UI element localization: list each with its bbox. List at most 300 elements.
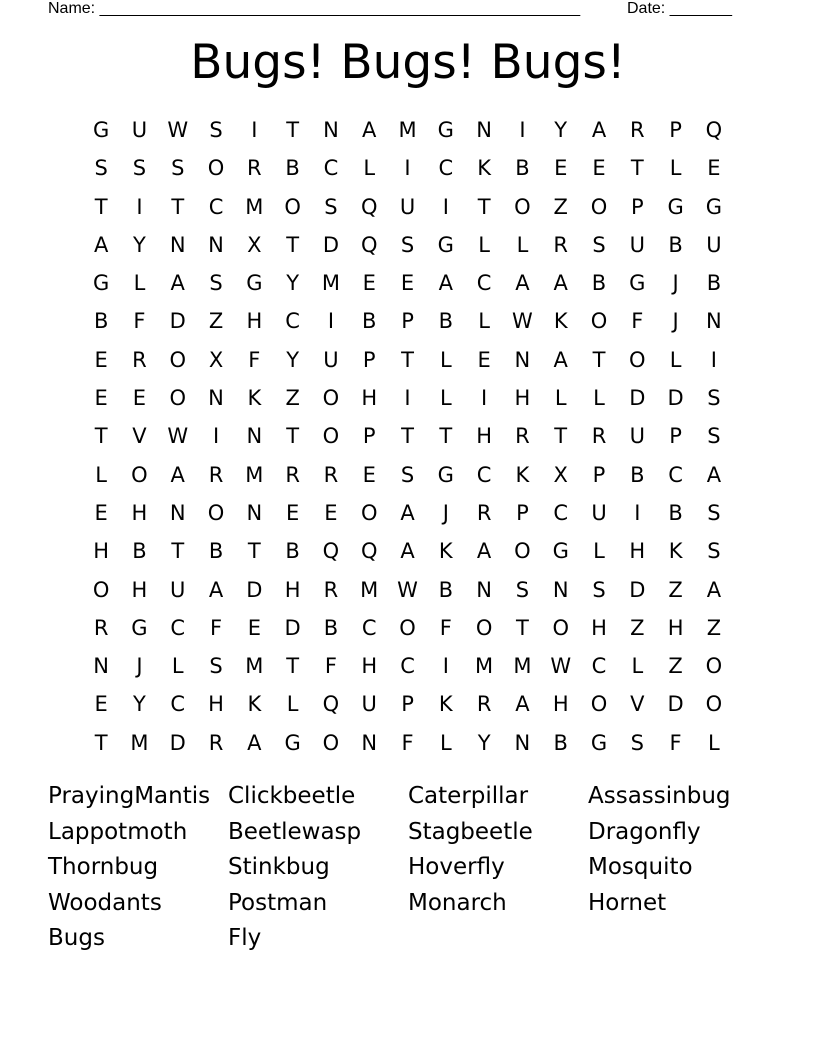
grid-letter: X (208, 347, 224, 372)
grid-letter: T (286, 424, 300, 449)
grid-letter: F (669, 730, 682, 755)
grid-letter: C (208, 194, 224, 219)
grid-letter: P (401, 692, 414, 717)
grid-letter: Q (360, 232, 378, 257)
grid-letter: A (400, 500, 415, 525)
grid-letter: P (362, 347, 376, 372)
grid-letter: P (401, 309, 414, 334)
grid-letter: L (708, 730, 720, 755)
grid-letter: L (439, 386, 452, 411)
grid-letter: C (553, 500, 569, 525)
word-list-item: Hornet (588, 889, 667, 916)
grid-letter: R (476, 692, 492, 717)
grid-letter: O (322, 424, 340, 449)
grid-letter: E (132, 386, 147, 411)
grid-letter: K (438, 692, 453, 717)
grid-letter: E (324, 500, 338, 525)
grid-letter: S (209, 118, 223, 142)
grid-letter: L (593, 386, 605, 411)
grid-letter: I (327, 309, 335, 334)
grid-letter: S (592, 232, 606, 257)
grid-letter: P (516, 500, 529, 525)
grid-letter: P (630, 194, 644, 219)
grid-letter: M (321, 271, 340, 296)
grid-letter: T (286, 118, 300, 142)
grid-letter: S (707, 386, 721, 411)
grid-letter: P (362, 424, 376, 449)
grid-letter: T (592, 347, 606, 372)
grid-letter: G (284, 730, 301, 755)
grid-letter: C (285, 309, 300, 334)
grid-letter: A (476, 539, 492, 564)
grid-letter: G (131, 615, 148, 640)
grid-letter: L (439, 347, 452, 372)
grid-letter: A (515, 692, 530, 717)
grid-letter: O (169, 347, 186, 372)
grid-letter: Q (705, 118, 723, 142)
grid-letter: M (398, 118, 417, 142)
grid-letter: R (323, 462, 339, 487)
grid-letter: H (361, 386, 378, 411)
grid-letter: O (131, 462, 148, 487)
grid-letter: J (136, 654, 143, 679)
grid-letter: S (400, 232, 415, 257)
grid-letter: K (477, 156, 491, 181)
grid-letter: D (629, 386, 646, 411)
grid-letter: H (93, 539, 110, 564)
grid-letter: S (707, 500, 721, 525)
grid-letter: M (360, 577, 379, 602)
grid-letter: N (93, 654, 109, 679)
grid-letter: H (667, 615, 684, 640)
word-list-item: Woodants (48, 889, 162, 916)
grid-letter: B (706, 271, 722, 296)
grid-letter: S (400, 462, 415, 487)
grid-letter: F (439, 615, 452, 640)
grid-letter: R (93, 615, 109, 640)
grid-letter: L (516, 232, 529, 257)
grid-letter: F (324, 654, 337, 679)
grid-letter: Q (360, 539, 378, 564)
grid-letter: B (591, 271, 607, 296)
grid-letter: E (362, 271, 376, 296)
word-list-item: Lappotmoth (48, 818, 188, 845)
grid-letter: N (476, 118, 492, 142)
grid-letter: H (514, 386, 531, 411)
grid-letter: Z (668, 577, 683, 602)
grid-letter: N (514, 347, 531, 372)
grid-letter: S (592, 577, 606, 602)
grid-letter: O (169, 386, 186, 411)
grid-letter: H (361, 654, 378, 679)
grid-letter: G (93, 118, 110, 142)
grid-letter: R (247, 156, 262, 181)
grid-letter: Y (133, 692, 146, 717)
word-list-item: Clickbeetle (228, 783, 356, 809)
grid-letter: J (442, 500, 449, 525)
grid-letter: T (94, 424, 108, 449)
grid-letter: S (209, 271, 223, 296)
grid-letter: G (552, 539, 569, 564)
grid-letter: O (705, 692, 723, 717)
grid-letter: N (246, 500, 263, 525)
grid-letter: B (668, 500, 683, 525)
grid-letter: O (552, 615, 569, 640)
date-field-line: Date: _______ (627, 0, 732, 17)
grid-letter: H (208, 692, 224, 717)
name-field-line: Name: ______________________________________________________ (48, 0, 581, 17)
grid-letter: P (592, 462, 606, 487)
grid-letter: A (247, 730, 262, 755)
grid-letter: X (553, 462, 568, 487)
grid-letter: D (284, 615, 301, 640)
grid-letter: L (669, 347, 682, 372)
grid-letter: E (94, 347, 108, 372)
grid-letter: N (476, 577, 492, 602)
grid-letter: O (629, 347, 646, 372)
grid-letter: A (170, 462, 185, 487)
grid-letter: Y (133, 232, 146, 257)
grid-letter: N (208, 386, 224, 411)
grid-letter: G (629, 271, 646, 296)
grid-letter: L (439, 730, 452, 755)
grid-letter: A (553, 271, 568, 296)
grid-letter: B (323, 615, 339, 640)
grid-letter: H (552, 692, 569, 717)
grid-letter: D (667, 692, 684, 717)
grid-letter: M (245, 462, 264, 487)
word-list-item: Thornbug (48, 854, 159, 881)
grid-letter: T (94, 194, 108, 219)
grid-letter: G (437, 232, 454, 257)
word-list-item: Postman (228, 889, 328, 916)
grid-letter: T (247, 539, 261, 564)
grid-letter: I (404, 386, 411, 411)
grid-letter: J (672, 309, 679, 334)
grid-letter: E (554, 156, 568, 181)
grid-letter: L (669, 156, 682, 181)
grid-letter: R (323, 577, 339, 602)
grid-letter: A (93, 232, 109, 257)
grid-letter: R (515, 424, 530, 449)
grid-letter: O (475, 615, 493, 640)
grid-letter: I (251, 118, 258, 142)
grid-letter: G (705, 194, 723, 219)
grid-letter: O (207, 500, 225, 525)
grid-letter: T (554, 424, 568, 449)
grid-letter: D (667, 386, 684, 411)
word-list-item: PrayingMantis (48, 783, 211, 809)
grid-letter: Z (208, 309, 224, 334)
grid-letter: N (169, 500, 186, 525)
grid-letter: M (130, 730, 149, 755)
grid-letter: H (591, 615, 607, 640)
grid-letter: A (706, 577, 722, 602)
word-list (48, 779, 788, 957)
grid-letter: I (634, 500, 641, 525)
grid-letter: I (136, 194, 143, 219)
grid-letter: T (286, 654, 300, 679)
grid-letter: H (131, 500, 148, 525)
grid-letter: F (631, 309, 644, 334)
grid-letter: C (170, 615, 186, 640)
grid-letter: T (401, 424, 414, 449)
grid-letter: N (169, 232, 186, 257)
grid-letter: L (593, 539, 605, 564)
grid-letter: C (323, 156, 339, 181)
word-list-item: Hoverfly (408, 854, 505, 881)
grid-letter: K (553, 309, 568, 334)
grid-letter: P (669, 424, 682, 449)
grid-letter: I (519, 118, 526, 142)
grid-letter: N (323, 118, 339, 142)
grid-letter: R (591, 424, 607, 449)
grid-letter: B (438, 309, 454, 334)
grid-letter: A (515, 271, 530, 296)
word-list-item: Dragonfly (588, 818, 701, 845)
grid-letter: S (630, 730, 644, 755)
grid-letter: F (248, 347, 261, 372)
grid-letter: D (629, 577, 646, 602)
grid-letter: U (170, 577, 186, 602)
grid-letter: O (514, 194, 531, 219)
grid-letter: I (212, 424, 220, 449)
grid-letter: A (553, 347, 568, 372)
grid-letter: D (246, 577, 263, 602)
grid-letter: U (131, 118, 148, 142)
grid-letter: Z (630, 615, 645, 640)
grid-letter: D (169, 309, 186, 334)
grid-letter: N (514, 730, 531, 755)
grid-letter: O (705, 654, 723, 679)
grid-letter: U (591, 500, 607, 525)
grid-letter: S (132, 156, 147, 181)
grid-letter: O (207, 156, 225, 181)
grid-letter: E (285, 500, 300, 525)
grid-letter: G (246, 271, 263, 296)
grid-letter: A (706, 462, 722, 487)
grid-letter: O (360, 500, 378, 525)
grid-letter: C (361, 615, 377, 640)
grid-letter: S (209, 654, 223, 679)
grid-letter: Z (553, 194, 568, 219)
grid-letter: Y (477, 730, 491, 755)
grid-letter: E (707, 156, 721, 181)
grid-letter: B (668, 232, 683, 257)
grid-letter: K (247, 386, 262, 411)
grid-letter: U (361, 692, 377, 717)
word-list-item: Fly (228, 925, 262, 952)
grid-letter: R (208, 730, 224, 755)
grid-letter: C (170, 692, 186, 717)
grid-letter: W (167, 118, 189, 142)
puzzle-title: Bugs! Bugs! Bugs! (190, 35, 626, 90)
grid-letter: B (630, 462, 645, 487)
grid-letter: A (208, 577, 224, 602)
grid-letter: D (169, 730, 186, 755)
grid-letter: I (442, 654, 449, 679)
grid-letter: K (247, 692, 262, 717)
grid-letter: D (322, 232, 340, 257)
grid-letter: T (477, 194, 491, 219)
grid-letter: E (94, 692, 108, 717)
grid-letter: L (363, 156, 376, 181)
grid-letter: V (630, 692, 645, 717)
grid-letter: V (132, 424, 147, 449)
grid-letter: L (171, 654, 184, 679)
grid-letter: T (516, 615, 529, 640)
grid-letter: E (247, 615, 261, 640)
word-list-item: Caterpillar (408, 783, 529, 809)
grid-letter: Y (554, 118, 568, 142)
grid-letter: O (590, 692, 608, 717)
grid-letter: O (322, 730, 340, 755)
grid-letter: I (481, 386, 488, 411)
grid-letter: H (131, 577, 148, 602)
grid-letter: G (437, 462, 454, 487)
grid-letter: O (284, 194, 301, 219)
grid-letter: N (552, 577, 569, 602)
grid-letter: G (667, 194, 684, 219)
word-list-item: Mosquito (588, 854, 693, 881)
grid-letter: N (246, 424, 263, 449)
grid-letter: B (132, 539, 147, 564)
grid-letter: W (397, 577, 418, 602)
grid-letter: U (629, 424, 645, 449)
grid-letter: N (208, 232, 224, 257)
grid-letter: K (668, 539, 683, 564)
grid-letter: A (400, 539, 415, 564)
grid-letter: M (475, 654, 494, 679)
grid-letter: G (437, 118, 454, 142)
grid-letter: R (553, 232, 568, 257)
grid-letter: B (362, 309, 377, 334)
grid-letter: A (362, 118, 377, 142)
grid-letter: R (285, 462, 300, 487)
grid-letter: S (324, 194, 338, 219)
grid-letter: L (478, 232, 490, 257)
grid-letter: O (590, 309, 608, 334)
grid-letter: A (591, 118, 607, 142)
grid-letter: T (94, 730, 108, 755)
grid-letter: Z (706, 615, 722, 640)
grid-letter: G (93, 271, 110, 296)
grid-letter: I (404, 156, 411, 181)
grid-letter: W (512, 309, 533, 334)
grid-letter: S (515, 577, 530, 602)
grid-letter: B (438, 577, 454, 602)
grid-letter: K (515, 462, 530, 487)
grid-letter: E (477, 347, 491, 372)
grid-letter: L (95, 462, 107, 487)
grid-letter: Y (286, 271, 300, 296)
grid-letter: Q (322, 539, 340, 564)
grid-letter: S (171, 156, 185, 181)
grid-letter: R (208, 462, 224, 487)
letter-grid (82, 111, 733, 762)
grid-letter: U (706, 232, 722, 257)
grid-letter: N (361, 730, 378, 755)
grid-letter: T (171, 539, 185, 564)
grid-letter: E (362, 462, 376, 487)
grid-letter: C (476, 271, 492, 296)
grid-letter: C (400, 654, 415, 679)
grid-letter: C (476, 462, 492, 487)
grid-letter: B (285, 539, 300, 564)
word-list-item: Monarch (408, 889, 507, 916)
grid-letter: Q (360, 194, 378, 219)
grid-letter: L (631, 654, 644, 679)
grid-letter: T (171, 194, 185, 219)
grid-letter: B (553, 730, 568, 755)
grid-letter: H (476, 424, 493, 449)
word-list-item: Stinkbug (228, 854, 330, 881)
grid-letter: L (554, 386, 567, 411)
grid-letter: I (710, 347, 717, 372)
grid-letter: L (478, 309, 490, 334)
grid-letter: R (630, 118, 645, 142)
grid-letter: B (93, 309, 109, 334)
grid-letter: F (133, 309, 146, 334)
grid-letter: R (132, 347, 147, 372)
grid-letter: P (669, 118, 682, 142)
grid-letter: U (399, 194, 416, 219)
grid-letter: Z (285, 386, 300, 411)
grid-letter: E (94, 500, 108, 525)
grid-letter: M (245, 194, 264, 219)
grid-letter: J (672, 271, 679, 296)
grid-letter: B (208, 539, 224, 564)
grid-letter: U (629, 232, 645, 257)
grid-letter: W (550, 654, 572, 679)
grid-letter: G (590, 730, 608, 755)
grid-letter: Y (286, 347, 300, 372)
grid-letter: F (401, 730, 414, 755)
grid-letter: H (246, 309, 263, 334)
grid-letter: C (591, 654, 607, 679)
grid-letter: H (284, 577, 301, 602)
grid-letter: W (167, 424, 189, 449)
grid-letter: O (399, 615, 416, 640)
grid-letter: B (285, 156, 300, 181)
grid-letter: H (629, 539, 646, 564)
word-list-item: Stagbeetle (408, 818, 533, 845)
grid-letter: S (707, 424, 721, 449)
grid-letter: O (92, 577, 110, 602)
word-list-item: Assassinbug (588, 783, 731, 809)
grid-letter: U (323, 347, 339, 372)
grid-letter: Q (322, 692, 340, 717)
grid-letter: O (322, 386, 340, 411)
grid-letter: T (630, 156, 644, 181)
grid-letter: O (590, 194, 608, 219)
grid-letter: I (442, 194, 449, 219)
grid-letter: A (438, 271, 453, 296)
grid-letter: S (707, 539, 721, 564)
grid-letter: C (668, 462, 683, 487)
grid-letter: E (94, 386, 108, 411)
grid-letter: X (247, 232, 262, 257)
grid-letter: M (513, 654, 532, 679)
grid-letter: B (515, 156, 530, 181)
grid-letter: M (245, 654, 264, 679)
grid-letter: T (439, 424, 453, 449)
grid-letter: A (170, 271, 185, 296)
grid-letter: F (209, 615, 223, 640)
grid-letter: E (400, 271, 415, 296)
grid-letter: T (286, 232, 300, 257)
grid-letter: C (438, 156, 454, 181)
